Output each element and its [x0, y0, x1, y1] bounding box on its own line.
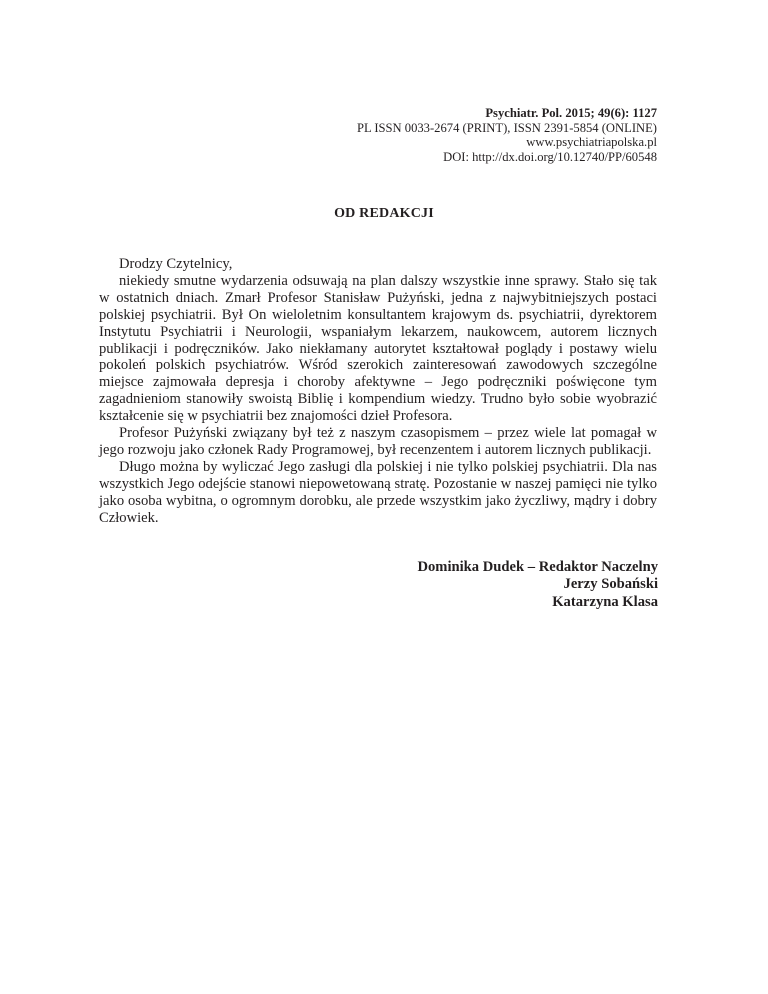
journal-issn: PL ISSN 0033-2674 (PRINT), ISSN 2391-5854 (ONLINE) [356, 120, 657, 135]
signature-editor: Jerzy Sobański [563, 576, 658, 593]
journal-header [357, 106, 657, 164]
journal-doi: DOI: http://dx.doi.org/10.12740/PP/60548 [443, 149, 657, 164]
signature-editor: Katarzyna Klasa [552, 593, 658, 610]
journal-website: www.psychiatriapolska.pl [526, 135, 657, 150]
body-paragraph: niekiedy smutne wydarzenia odsuwają na plan dalszy wszystkie inne sprawy. Stało się tak w ostatnich dniach. Zmarł Profesor Stanisław Pużyński, jedna z najwybitniejszych postaci polskiej psychiatrii. Był On wieloletnim konsultantem krajowym ds. psychiatrii, dyrektorem Instytutu Psychiatrii i Neurologii, wspaniałym lekarzem, naukowcem, autorem licznych publikacji i podręczników. Jako niekłamany autorytet kształtował poglądy i postawy wielu pokoleń polskich psychiatrów. Wśród szerokich zainteresowań zawodowych szczególne miejsce zajmowała depresja i choroby afektywne – Jego podręczniki poświęcone tym zagadnieniom stanowiły swoistą Biblię i kompendium wiedzy. Trudno było sobie wyobrazić kształcenie się w psychiatrii bez znajomości dzieł Profesora. [99, 272, 657, 425]
article-body [99, 256, 657, 527]
salutation: Drodzy Czytelnicy, [119, 256, 233, 272]
signature-editor-in-chief: Dominika Dudek – Redaktor Naczelny [417, 559, 658, 575]
body-paragraph: Długo można by wyliczać Jego zasługi dla polskiej i nie tylko polskiej psychiatrii. Dla nas wszystkich Jego odejście stanowi niepowetowaną stratę. Pozostanie w naszej pamięci nie tylko jako osoba wybitna, o ogromnym dorobku, ale przede wszystkim jako życzliwy, mądry i dobry Człowiek. [99, 458, 657, 526]
body-paragraph: Profesor Pużyński związany był też z naszym czasopismem – przez wiele lat pomagał w jego rozwoju jako członek Rady Programowej, był recenzentem i autorem licznych publikacji. [99, 425, 657, 458]
journal-citation: Psychiatr. Pol. 2015; 49(6): 1127 [485, 106, 657, 120]
signature-block [417, 559, 658, 611]
section-title: OD REDAKCJI [334, 206, 434, 221]
